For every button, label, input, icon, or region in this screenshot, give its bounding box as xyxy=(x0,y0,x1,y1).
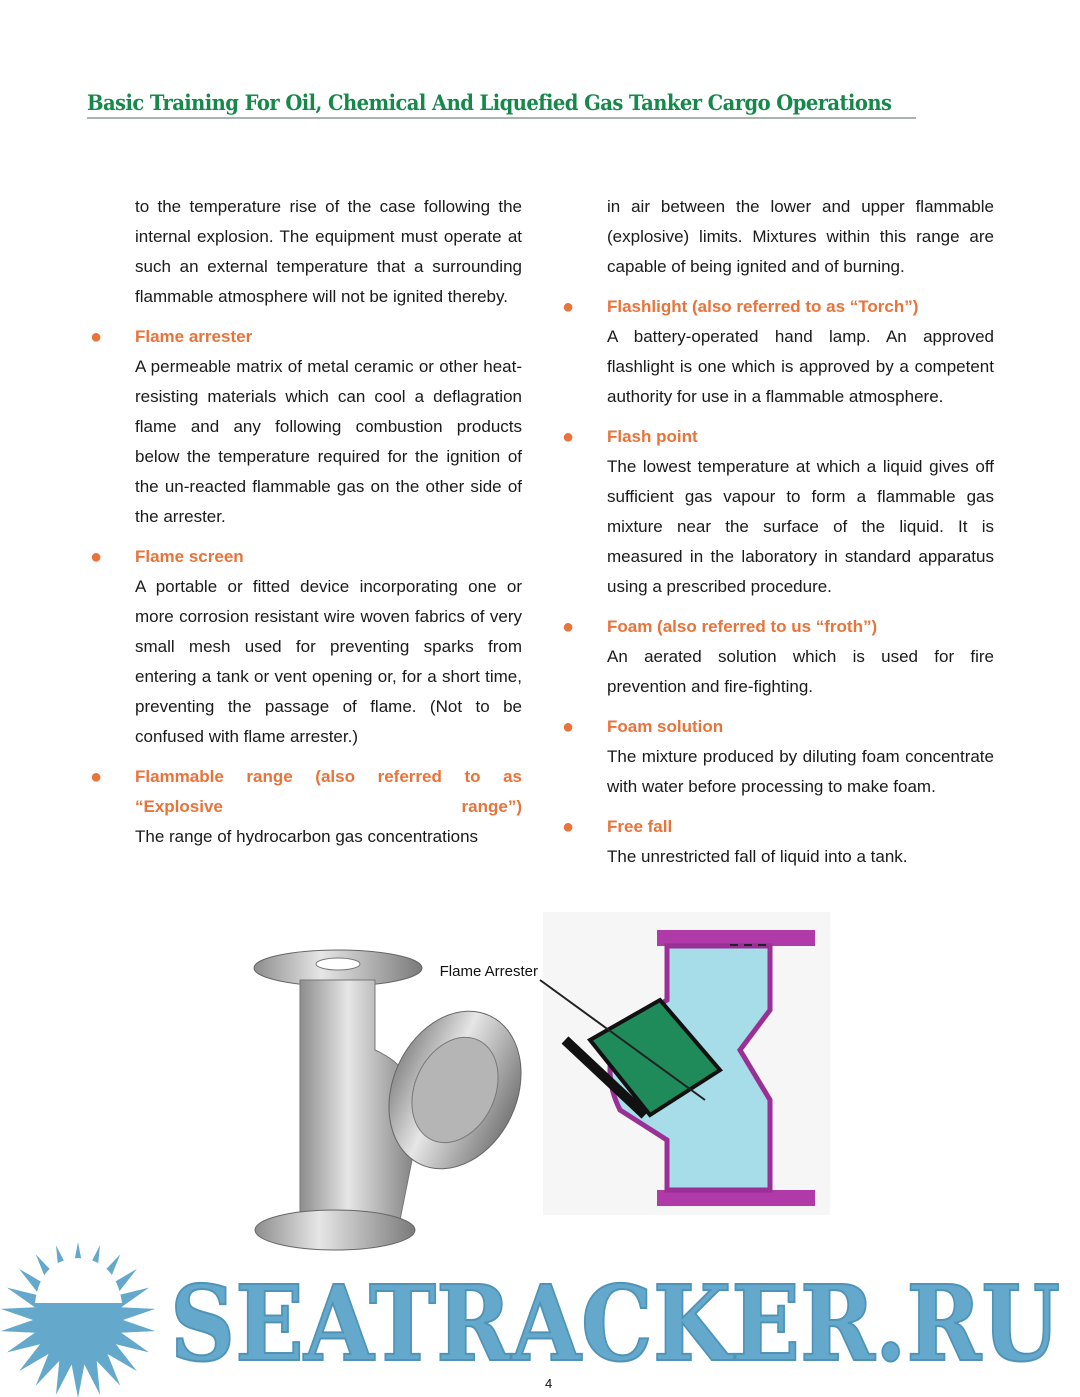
glossary-definition: A permeable matrix of metal ceramic or other heat-resisting materials which can cool a deflagration flame and any following combustion products below the temperature required for the ignition of the un-reacted flammable gas on the other side of the arrester. xyxy=(135,357,522,526)
glossary-term: Free fall xyxy=(607,817,673,836)
glossary-definition: The mixture produced by diluting foam concentrate with water before processing to make foam. xyxy=(607,747,994,796)
glossary-definition: The unrestricted fall of liquid into a tank. xyxy=(607,847,908,866)
bullet-icon: ● xyxy=(562,296,575,318)
glossary-item xyxy=(562,612,994,702)
glossary-term: Flame screen xyxy=(135,547,244,566)
bullet-icon: ● xyxy=(562,816,575,838)
glossary-term: Flammable range (also referred to as “Explosive range”) xyxy=(135,767,522,816)
seatracker-watermark xyxy=(0,1240,1080,1397)
glossary-definition: A portable or fitted device incorporating one or more corrosion resistant wire woven fabrics of very small mesh used for preventing sparks from entering a tank or vent opening or, for a short time, preventing the passage of flame. (Not to be confused with flame arrester.) xyxy=(135,577,522,746)
watermark-text: SEATRACKER.RU xyxy=(170,1262,1060,1385)
sun-logo-icon xyxy=(1,1242,155,1397)
bullet-icon: ● xyxy=(562,426,575,448)
bullet-icon: ● xyxy=(90,766,103,788)
bullet-icon: ● xyxy=(90,326,103,348)
glossary-definition: An aerated solution which is used for fire prevention and fire-fighting. xyxy=(607,647,994,696)
bullet-icon: ● xyxy=(90,546,103,568)
flame-arrester-photo xyxy=(254,950,546,1250)
glossary-item xyxy=(562,292,994,412)
glossary-term: Flame arrester xyxy=(135,327,253,346)
page-title: Basic Training For Oil, Chemical And Liquefied Gas Tanker Cargo Operations xyxy=(87,90,892,115)
glossary-definition: A battery-operated hand lamp. An approved flashlight is one which is approved by a competent authority for use in a flammable atmosphere. xyxy=(607,327,994,406)
page-header xyxy=(87,90,916,119)
glossary-item xyxy=(562,712,994,802)
glossary-term: Flashlight (also referred to as “Torch”) xyxy=(607,297,919,316)
continued-paragraph: in air between the lower and upper flammable (explosive) limits. Mixtures within this range are capable of being ignited and of burning. xyxy=(607,197,994,276)
left-column xyxy=(90,192,522,852)
glossary-item xyxy=(562,422,994,602)
flame-arrester-diagram xyxy=(540,912,830,1215)
glossary-item xyxy=(90,762,522,852)
glossary-item xyxy=(90,542,522,752)
bullet-icon: ● xyxy=(562,716,575,738)
glossary-item xyxy=(90,322,522,532)
figure-caption: Flame Arrester xyxy=(439,963,538,980)
glossary-definition: The lowest temperature at which a liquid gives off sufficient gas vapour to form a flammable gas mixture near the surface of the liquid. It is measured in the laboratory in standard apparatus using a prescribed procedure. xyxy=(607,457,994,596)
glossary-term: Flash point xyxy=(607,427,698,446)
glossary-definition: The range of hydrocarbon gas concentrations xyxy=(135,827,479,846)
glossary-term: Foam (also referred to us “froth”) xyxy=(607,617,878,636)
bullet-icon: ● xyxy=(562,616,575,638)
glossary-term: Foam solution xyxy=(607,717,724,736)
glossary-item xyxy=(562,812,994,872)
continued-paragraph: to the temperature rise of the case following the internal explosion. The equipment must operate at such an external temperature that a surrounding flammable atmosphere will not be ignited thereby. xyxy=(135,197,522,306)
right-column xyxy=(562,192,994,872)
page-number: 4 xyxy=(545,1376,553,1391)
